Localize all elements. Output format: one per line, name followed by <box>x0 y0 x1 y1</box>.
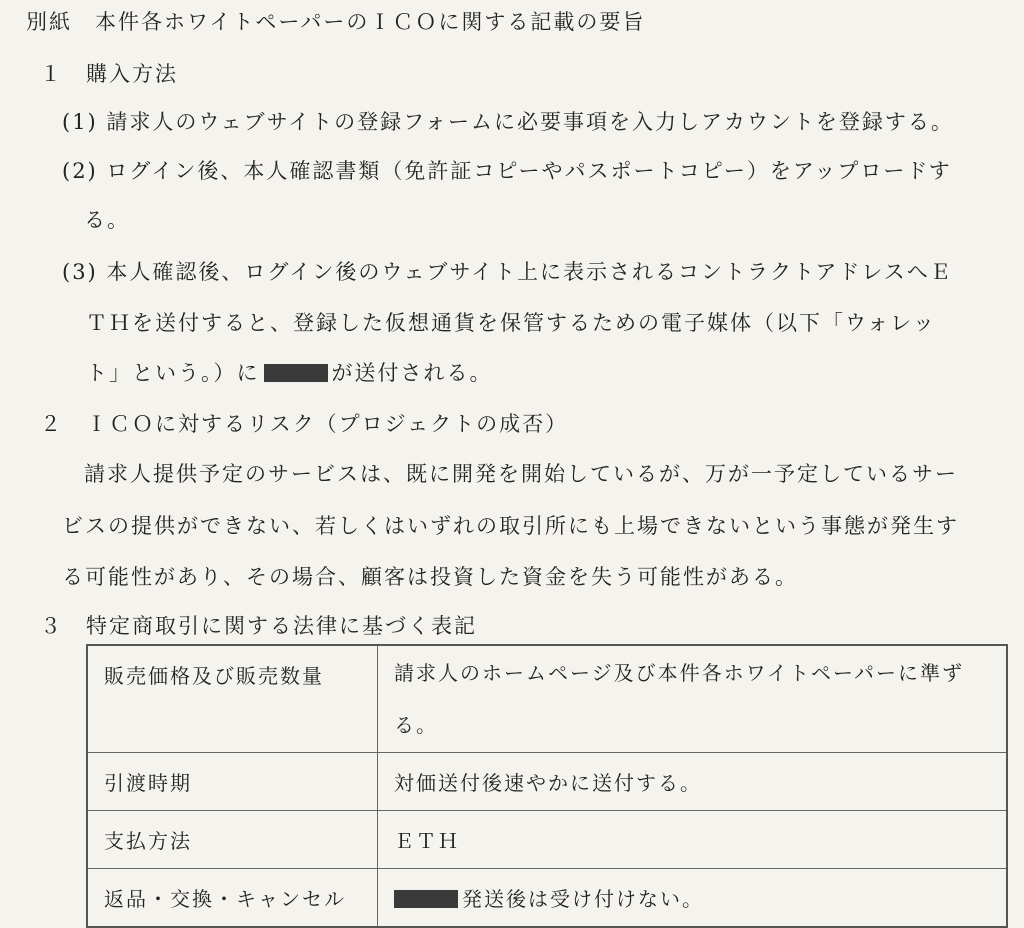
section-1-item-1: (1) 請求人のウェブサイトの登録フォームに必要事項を入力しアカウントを登録する。 <box>62 110 954 134</box>
table-row <box>87 811 1007 869</box>
section-3-heading: ３ 特定商取引に関する法律に基づく表記 <box>40 614 477 638</box>
commerce-law-table <box>86 644 1008 928</box>
section-1-item-3-line-1: (3) 本人確認後、ログイン後のウェブサイト上に表示されるコントラクトアドレスへＥ <box>62 260 953 284</box>
table-value-cell <box>378 869 1008 928</box>
table-row <box>87 645 1007 753</box>
section-1-item-2-line-1: (2) ログイン後、本人確認書類（免許証コピーやパスポートコピー）をアップロードす <box>62 159 952 183</box>
table-value-text: 発送後は受け付けない。 <box>462 887 704 911</box>
table-key-cell: 販売価格及び販売数量 <box>87 645 378 753</box>
section-2-heading: ２ ＩＣＯに対するリスク（プロジェクトの成否） <box>40 412 569 436</box>
section-1-item-2-line-2: る。 <box>84 208 130 232</box>
table-value-cell: 対価送付後速やかに送付する。 <box>378 753 1008 811</box>
section-2-body-line-3: る可能性があり、その場合、顧客は投資した資金を失う可能性がある。 <box>62 565 798 589</box>
table-value-line: る。 <box>394 713 438 737</box>
item-3-text-before-redaction: ト」という。）に <box>86 361 260 385</box>
table-key-cell: 支払方法 <box>87 811 378 869</box>
item-3-text-after-redaction: が送付される。 <box>331 361 493 385</box>
table-value-cell <box>378 645 1008 753</box>
table-row <box>87 869 1007 928</box>
table-row <box>87 753 1007 811</box>
table-key-cell: 返品・交換・キャンセル <box>87 869 378 928</box>
section-2-body-line-1: 請求人提供予定のサービスは、既に開発を開始しているが、万が一予定しているサー <box>84 462 958 486</box>
section-1-item-3-line-3 <box>86 357 493 387</box>
redaction-block <box>264 364 328 382</box>
section-2-body-line-2: ビスの提供ができない、若しくはいずれの取引所にも上場できないという事態が発生す <box>62 514 959 538</box>
table-value-cell: ＥＴＨ <box>378 811 1008 869</box>
document-title: 別紙 本件各ホワイトペーパーのＩＣＯに関する記載の要旨 <box>26 10 646 34</box>
table-key-cell: 引渡時期 <box>87 753 378 811</box>
section-1-heading: １ 購入方法 <box>40 62 178 86</box>
section-1-item-3-line-2: ＴＨを送付すると、登録した仮想通貨を保管するための電子媒体（以下「ウォレッ <box>86 311 936 335</box>
table-value-line: 請求人のホームページ及び本件各ホワイトペーパーに準ず <box>394 661 964 685</box>
redaction-block <box>394 890 458 908</box>
